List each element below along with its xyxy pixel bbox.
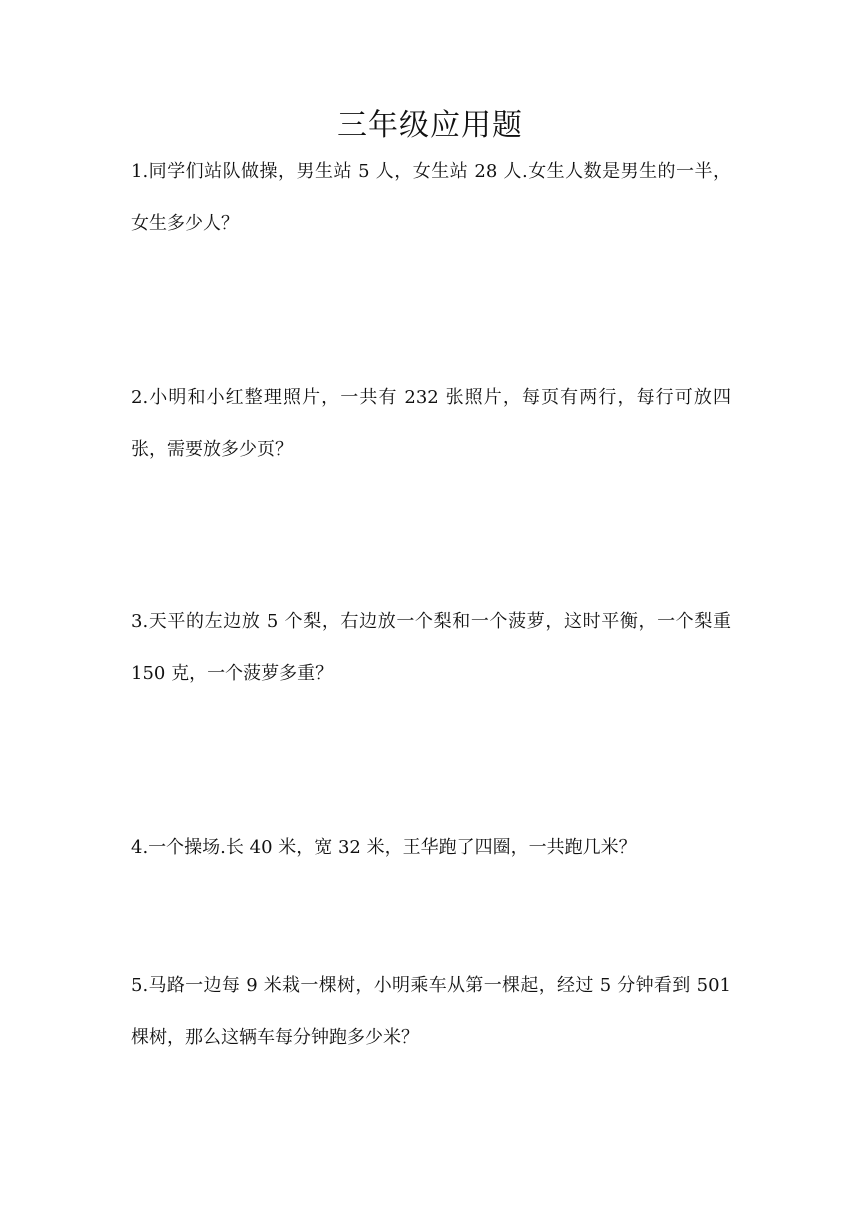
question-3: 3.天平的左边放 5 个梨，右边放一个梨和一个菠萝，这时平衡，一个梨重 150 克，一个菠萝多重？: [131, 611, 731, 684]
question-4: 4.一个操场.长 40 米，宽 32 米，王华跑了四圈，一共跑几米？: [131, 837, 637, 858]
question-2: 2.小明和小红整理照片，一共有 232 张照片，每页有两行，每行可放四张，需要放多少页？: [131, 387, 731, 460]
question-1: 1.同学们站队做操，男生站 5 人，女生站 28 人.女生人数是男生的一半，女生多少人？: [131, 161, 731, 234]
page-title: 三年级应用题: [337, 108, 523, 143]
question-5: 5.马路一边每 9 米栽一棵树，小明乘车从第一棵起，经过 5 分钟看到 501 棵树，那么这辆车每分钟跑多少米？: [131, 975, 731, 1048]
